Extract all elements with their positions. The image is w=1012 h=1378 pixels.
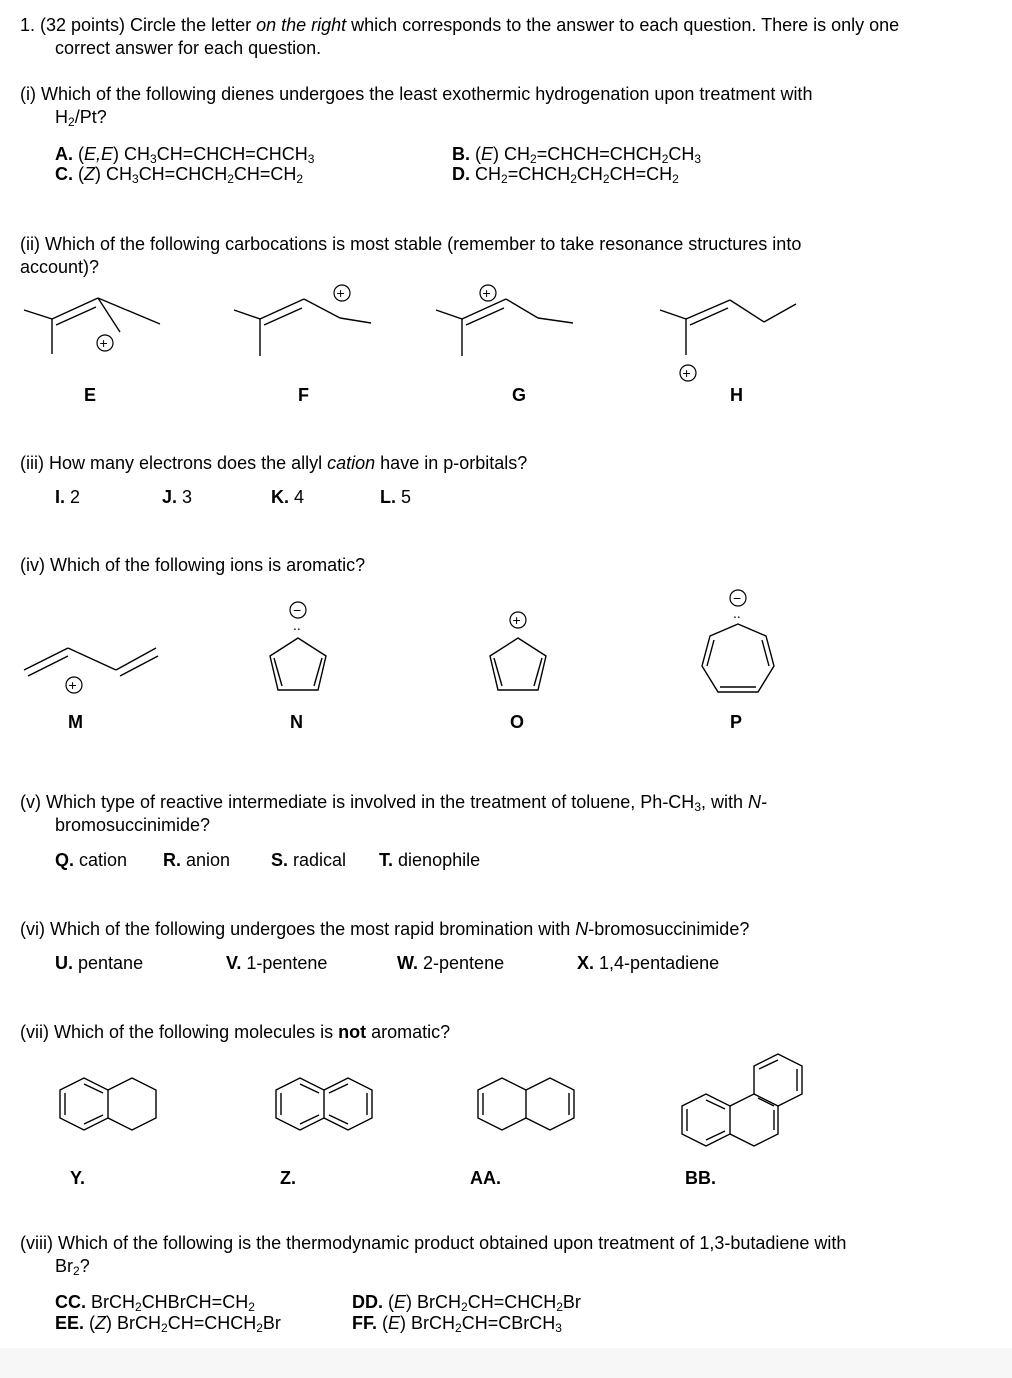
option-c[interactable]: C. (Z) $CH_3CH=CHCH_2CH=CH_2$ xyxy=(55,164,304,186)
option-v[interactable]: V. 1-pentene xyxy=(226,953,328,973)
ion-n-structure xyxy=(262,598,342,698)
lone-pair-icon: .. xyxy=(733,605,741,621)
plus-charge-icon: + xyxy=(68,677,77,693)
ion-m-structure xyxy=(20,640,170,700)
option-j[interactable]: J. 3 xyxy=(162,487,193,507)
minus-charge-icon: − xyxy=(733,590,742,606)
option-d[interactable]: D. $CH_2=CHCH_2CH_2CH=CH_2$ xyxy=(452,164,679,186)
label-p[interactable]: P xyxy=(730,712,743,732)
carbocation-h-structure xyxy=(656,300,806,385)
q7-text: (vii) Which of the following molecules is not aromatic? xyxy=(20,1022,451,1042)
label-m[interactable]: M xyxy=(68,712,83,732)
option-a[interactable]: A. (E,E) $CH_3CH=CHCH=CHCH_3$ xyxy=(55,144,315,166)
label-o[interactable]: O xyxy=(510,712,525,732)
option-dd[interactable]: DD. (E) $BrCH_2CH=CHCH_2Br$ xyxy=(352,1292,581,1314)
q2-text-line2: account)? xyxy=(20,257,100,277)
option-u[interactable]: U. pentane xyxy=(55,953,144,973)
option-b[interactable]: B. (E) $CH_2=CHCH=CHCH_2CH_3$ xyxy=(452,144,702,166)
ion-p-structure xyxy=(696,584,786,714)
q1-text-line2: $H_2/Pt$? xyxy=(55,107,107,129)
q4-text: (iv) Which of the following ions is aromatic? xyxy=(20,555,366,575)
plus-charge-icon: + xyxy=(336,285,345,301)
label-n[interactable]: N xyxy=(290,712,303,732)
q5-text: (v) Which type of reactive intermediate is involved in the treatment of toluene, $Ph-CH_3$, with N- xyxy=(20,792,768,814)
label-f[interactable]: F xyxy=(298,385,309,405)
plus-charge-icon: + xyxy=(682,365,691,381)
q3-text: (iii) How many electrons does the allyl cation have in p-orbitals? xyxy=(20,453,528,473)
option-ff[interactable]: FF. (E) BrCH$_2$CH=CBrCH$_3$ xyxy=(352,1313,562,1335)
label-z[interactable]: Z. xyxy=(280,1168,296,1188)
label-bb[interactable]: BB. xyxy=(685,1168,716,1188)
plus-charge-icon: + xyxy=(99,335,108,351)
carbocation-g-structure xyxy=(432,280,582,370)
option-k[interactable]: K. 4 xyxy=(271,487,305,507)
lone-pair-icon: .. xyxy=(293,617,301,633)
option-q[interactable]: Q. cation xyxy=(55,850,128,870)
option-t[interactable]: T. dienophile xyxy=(379,850,481,870)
q2-text: (ii) Which of the following carbocations is most stable (remember to take resonance structures into xyxy=(20,234,802,254)
molecule-aa-structure xyxy=(474,1076,584,1138)
carbocation-e-structure xyxy=(20,290,170,370)
label-y[interactable]: Y. xyxy=(70,1168,86,1188)
plus-charge-icon: + xyxy=(482,285,491,301)
q1-text: (i) Which of the following dienes undergoes the least exothermic hydrogenation upon treatment with xyxy=(20,84,813,104)
option-l[interactable]: L. 5 xyxy=(380,487,412,507)
page-bottom-band xyxy=(0,1348,1012,1378)
option-ee[interactable]: EE. (Z) $BrCH_2CH=CHCH_2Br$ xyxy=(55,1313,281,1335)
option-x[interactable]: X. 1,4-pentadiene xyxy=(577,953,720,973)
option-s[interactable]: S. radical xyxy=(271,850,347,870)
q6-text: (vi) Which of the following undergoes the most rapid bromination with N-bromosuccinimide? xyxy=(20,919,750,939)
plus-charge-icon: + xyxy=(512,612,521,628)
option-w[interactable]: W. 2-pentene xyxy=(397,953,505,973)
label-e[interactable]: E xyxy=(84,385,97,405)
option-i[interactable]: I. 2 xyxy=(55,487,81,507)
question-header: 1. (32 points) Circle the letter on the right which corresponds to the answer to each question. There is only one xyxy=(20,15,900,35)
label-g[interactable]: G xyxy=(512,385,527,405)
label-h[interactable]: H xyxy=(730,385,743,405)
q8-text: (viii) Which of the following is the thermodynamic product obtained upon treatment of 1,3-butadiene with xyxy=(20,1233,847,1253)
minus-charge-icon: − xyxy=(293,602,302,618)
label-aa[interactable]: AA. xyxy=(470,1168,501,1188)
molecule-y-structure xyxy=(56,1076,166,1138)
carbocation-f-structure xyxy=(230,280,380,370)
option-cc[interactable]: CC. $BrCH_2CHBrCH=CH_2$ xyxy=(55,1292,255,1314)
q8-text-line2: $Br_2$? xyxy=(55,1256,90,1278)
molecule-z-structure xyxy=(272,1076,382,1138)
option-r[interactable]: R. anion xyxy=(163,850,231,870)
ion-o-structure xyxy=(482,606,562,696)
question-header-line2: correct answer for each question. xyxy=(55,38,322,58)
q5-text-line2: bromosuccinimide? xyxy=(55,815,211,835)
molecule-bb-structure xyxy=(678,1044,818,1154)
